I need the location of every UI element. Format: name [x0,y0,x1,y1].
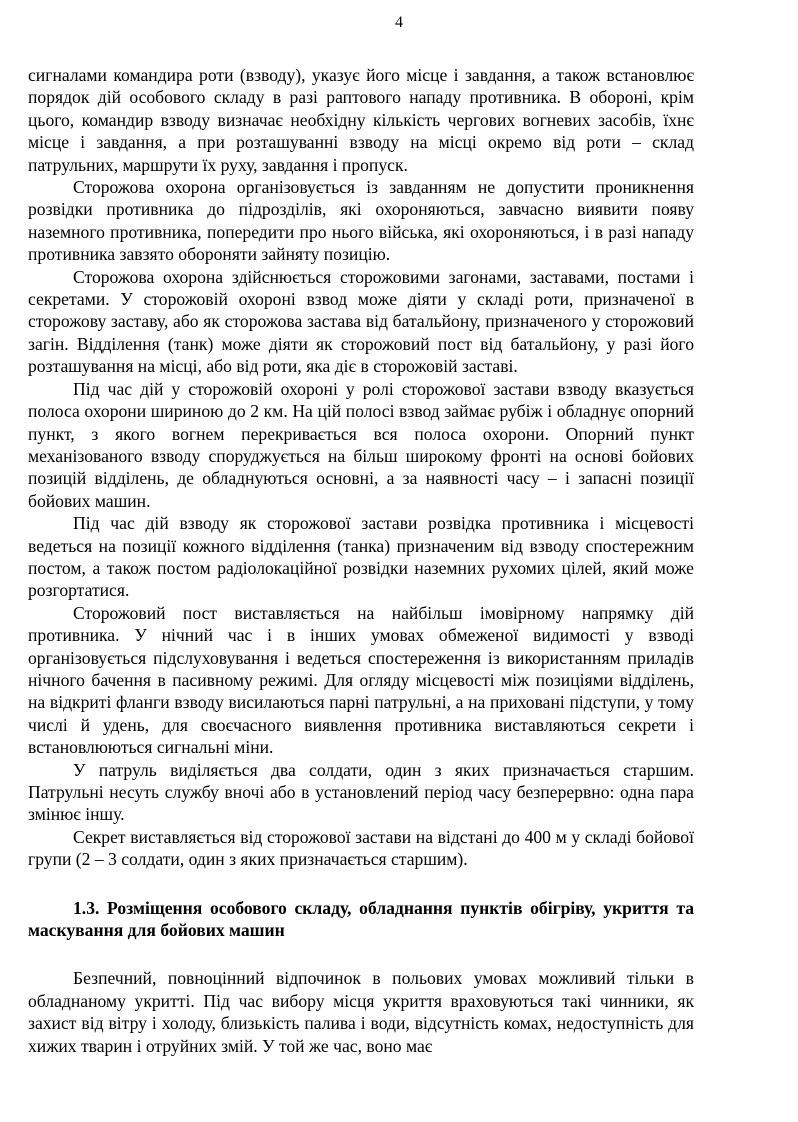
paragraph-patrol: У патруль виділяється два солдати, один з яких призначається старшим. Патрульні несуть службу вночі або в установлений період часу безперервно: одна пара змінює іншу. [28,759,694,825]
paragraph-continuation: сигналами командира роти (взводу), указує його місце і завдання, а також встановлює порядок дій особового складу в разі раптового нападу противника. В обороні, крім цього, командир взводу визначає необхідну кількість чергових вогневих засобів, їхнє місце і завдання, а при розташуванні взводу на місці окремо від роти – склад патрульних, маршрути їх руху, завдання і пропуск. [28,65,694,175]
document-body [28,64,694,1057]
paragraph-guard-outpost-zone: Під час дій у сторожовій охороні у ролі сторожової застави взводу вказується полоса охорони шириною до 2 км. На цій полосі взвод займає рубіж і обладнує опорний пункт, з якого вогнем перекривається вся полоса охорони. Опорний пункт механізованого взводу споруджується на більш широкому фронті на основі бойових позицій відділень, де обладнуються основні, а за наявності часу – і запасні позиції бойових машин. [28,378,694,511]
paragraph-guard-post: Сторожовий пост виставляється на найбільш імовірному напрямку дій противника. У нічний час і в інших умовах обмеженої видимості у взводі організовується підслуховування і ведеться спостереження із використанням приладів нічного бачення в пасивному режимі. Для огляду місцевості між позиціями відділень, на відкриті фланги взводу висилаються парні патрульні, а на приховані підступи, у тому числі й удень, для своєчасного виявлення противника виставляються секрети і встановлюються сигнальні міни. [28,602,694,758]
paragraph-secret: Секрет виставляється від сторожової застави на відстані до 400 м у складі бойової групи (2 – 3 солдати, один з яких призначається старшим). [28,826,694,870]
heading-spacer [28,941,694,967]
paragraph-shelter: Безпечний, повноцінний відпочинок в польових умовах можливий тільки в обладнаному укритті. Під час вибору місця укриття враховуються такі чинники, як захист від вітру і холоду, близькість палива і води, відсутність комах, недоступність для хижих тварин і отруйних змій. У той же час, воно має [28,968,694,1056]
paragraph-reconnaissance: Під час дій взводу як сторожової застави розвідка противника і місцевості ведеться на позиції кожного відділення (танка) призначеним від взводу спостережним постом, а також постом радіолокаційної розвідки наземних рухомих цілей, який може розгортатися. [28,513,694,601]
page-number: 4 [395,14,403,31]
paragraph-guard-purpose: Сторожова охорона організовується із завданням не допустити проникнення розвідки противника до підрозділів, які охороняються, завчасно виявити появу наземного противника, попередити про нього війська, які охороняються, і в разі нападу противника завзято обороняти зайняту позицію. [28,177,694,265]
paragraph-guard-forces: Сторожова охорона здійснюється сторожовими загонами, заставами, постами і секретами. У сторожовій охороні взвод може діяти у складі роти, призначеної в сторожову заставу, або як сторожова застава від батальйону, призначеного у сторожовий загін. Відділення (танк) може діяти як сторожовий пост від батальйону, у разі його розташування на місці, або від роти, яка діє в сторожовій заставі. [28,266,694,377]
section-heading: 1.3. Розміщення особового складу, обладнання пунктів обігріву, укриття та маскування для бойових машин [28,897,694,941]
